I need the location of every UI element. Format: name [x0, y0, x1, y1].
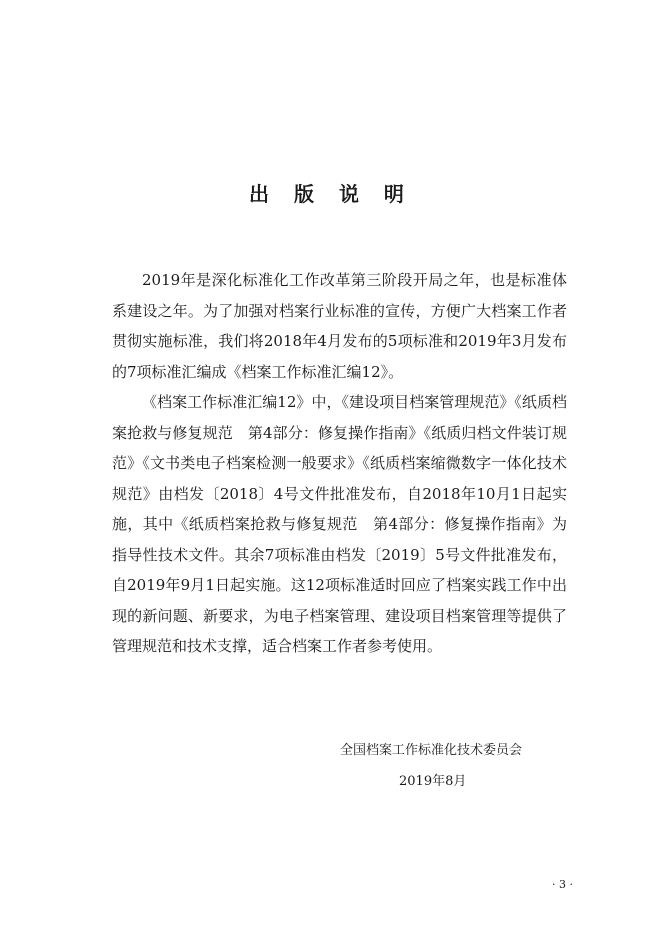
signature-organization: 全国档案工作标准化技术委员会	[340, 743, 523, 758]
page-title: 出 版 说 明	[249, 182, 413, 206]
paragraph-2: 《档案工作标准汇编12》中，《建设项目档案管理规范》《纸质档案抢救与修复规范 第4部分：修复操作指南》《纸质归档文件装订规范》《文书类电子档案检测一般要求》《纸质档案缩微数字一体化技术规范》由档发〔2018〕4号文件批准发布，自2018年10月1日起实施，其中《纸质档案抢救与修复规范 第4部分：修复操作指南》为指导性技术文件。其余7项标准由档发〔2019〕5号文件批准发布，自2019年9月1日起实施。这12项标准适时回应了档案实践工作中出现的新问题、新要求，为电子档案管理、建设项目档案管理等提供了管理规范和技术支撑，适合档案工作者参考使用。	[112, 393, 567, 655]
paragraph-1: 2019年是深化标准化工作改革第三阶段开局之年，也是标准体系建设之年。为了加强对档案行业标准的宣传，方便广大档案工作者贯彻实施标准，我们将2018年4月发布的5项标准和2019年3月发布的7项标准汇编成《档案工作标准汇编12》。	[112, 271, 567, 381]
body-text	[112, 265, 567, 662]
page-number: · 3 ·	[552, 878, 573, 891]
signature-date: 2019年8月	[399, 774, 467, 789]
